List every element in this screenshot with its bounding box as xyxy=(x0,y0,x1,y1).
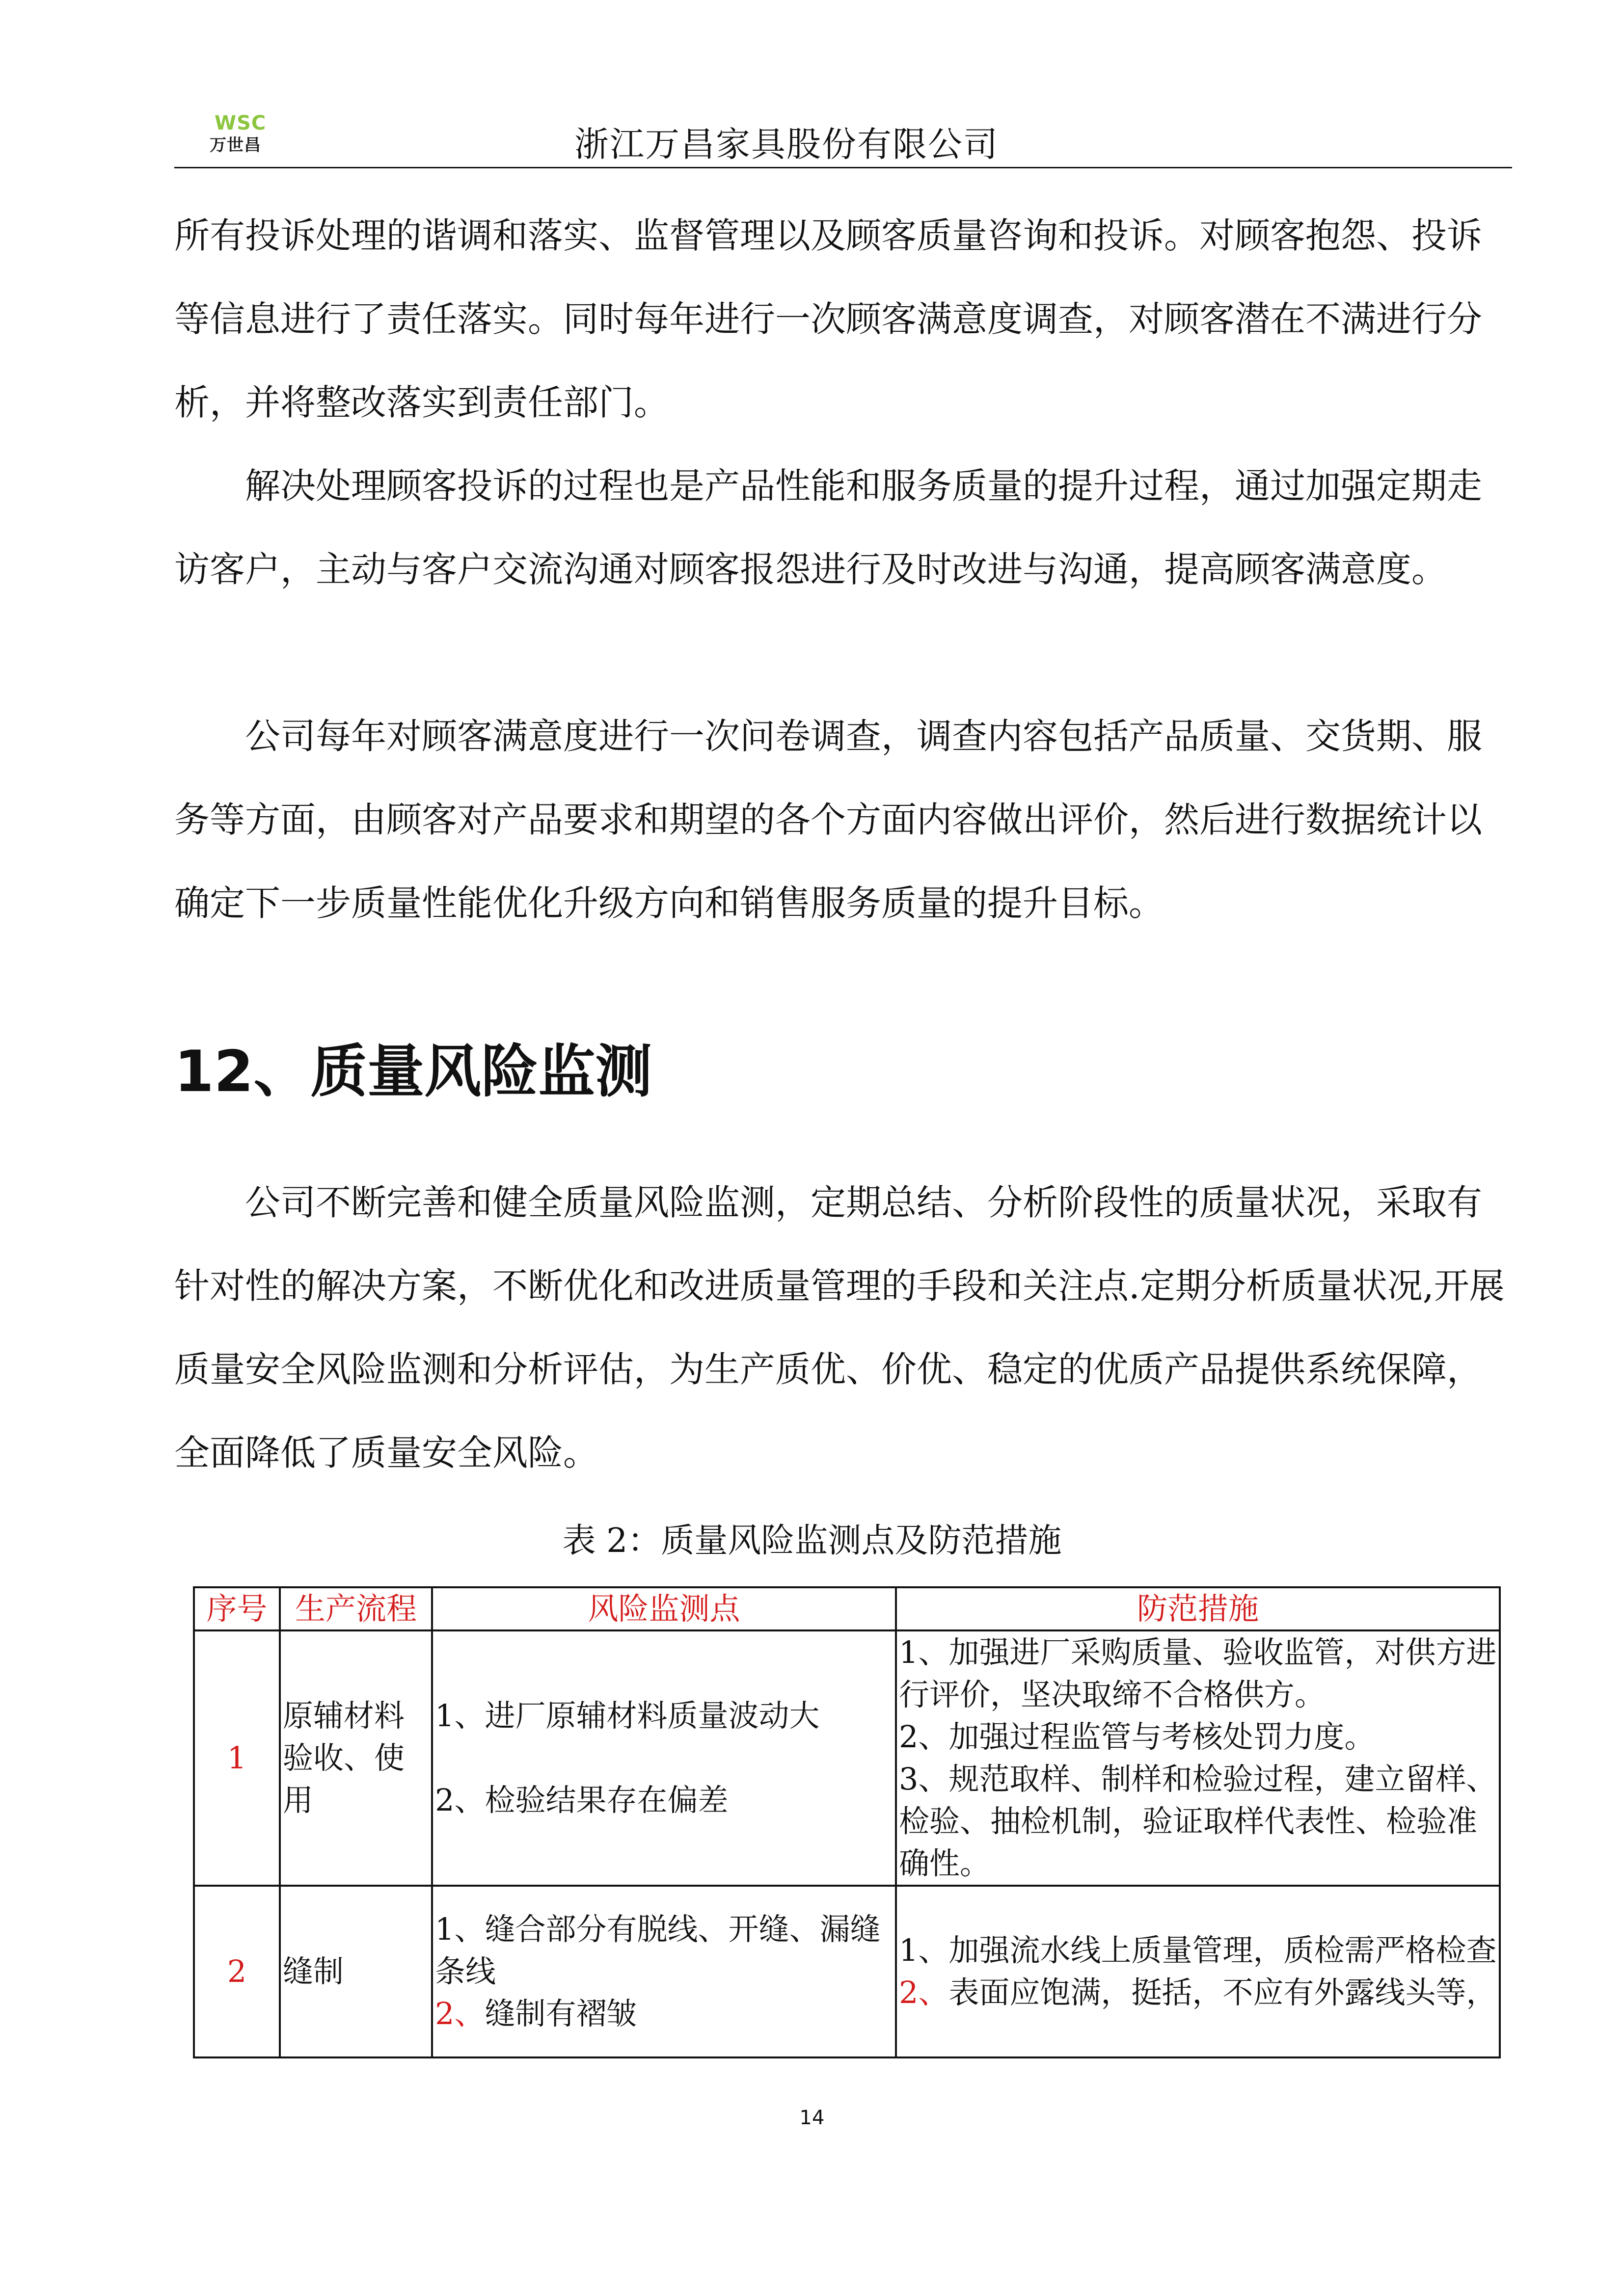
measure-item: 1、加强进厂采购质量、验收监管，对供方进行评价，坚决取缔不合格供方。 xyxy=(899,1634,1497,1712)
row-risks xyxy=(432,1886,896,2057)
row-measures xyxy=(896,1630,1500,1886)
table-row xyxy=(194,1886,1500,2057)
header-no: 序号 xyxy=(194,1587,280,1630)
section-paragraph: 公司不断完善和健全质量风险监测，定期总结、分析阶段性的质量状况，采取有针对性的解决方案，不断优化和改进质量管理的手段和关注点.定期分析质量状况,开展质量安全风险监测和分析评估，为生产质优、价优、稳定的优质产品提供系统保障，全面降低了质量安全风险。 xyxy=(174,1182,1505,1473)
risk-table xyxy=(193,1586,1501,2058)
section-heading: 12、质量风险监测 xyxy=(174,1039,652,1105)
measure-item xyxy=(899,1972,1497,2014)
header-process: 生产流程 xyxy=(280,1587,432,1630)
row-no: 1 xyxy=(194,1630,280,1886)
row-process: 原辅材料验收、使用 xyxy=(280,1630,432,1886)
logo-text: WSC xyxy=(215,112,267,134)
row-process: 缝制 xyxy=(280,1886,432,2057)
measure-item: 3、规范取样、制样和检验过程，建立留样、检验、抽检机制，验证取样代表性、检验准确性。 xyxy=(899,1761,1497,1881)
header-divider xyxy=(174,167,1512,168)
measure-item: 2、加强过程监管与考核处罚力度。 xyxy=(899,1719,1375,1755)
measure-text: 表面应饱满，挺括，不应有外露线头等， xyxy=(948,1975,1497,2010)
header-measures: 防范措施 xyxy=(896,1587,1500,1630)
measure-item: 1、加强流水线上质量管理，质检需严格检查 xyxy=(899,1932,1497,1968)
row-measures xyxy=(896,1886,1500,2057)
paragraph-2: 解决处理顾客投诉的过程也是产品性能和服务质量的提升过程，通过加强定期走访客户，主动与客户交流沟通对顾客报怨进行及时改进与沟通，提高顾客满意度。 xyxy=(174,465,1483,590)
page-number: 14 xyxy=(799,2107,825,2129)
table-caption: 表 2：质量风险监测点及防范措施 xyxy=(562,1522,1062,1560)
measure-number: 2、 xyxy=(899,1975,949,2010)
table-header-row xyxy=(194,1587,1500,1630)
company-name: 浙江万昌家具股份有限公司 xyxy=(574,124,999,164)
risk-item: 2、检验结果存在偏差 xyxy=(435,1782,729,1818)
paragraph-1: 所有投诉处理的谐调和落实、监督管理以及顾客质量咨询和投诉。对顾客抱怨、投诉等信息进行了责任落实。同时每年进行一次顾客满意度调查，对顾客潜在不满进行分析，并将整改落实到责任部门。 xyxy=(174,215,1483,423)
row-risks xyxy=(432,1630,896,1886)
row-no: 2 xyxy=(194,1886,280,2057)
risk-item xyxy=(435,1993,893,2035)
company-logo xyxy=(209,112,292,155)
risk-item: 1、进厂原辅材料质量波动大 xyxy=(435,1698,820,1734)
risk-number: 2、 xyxy=(435,1996,485,2031)
header-risk: 风险监测点 xyxy=(432,1587,896,1630)
table-row xyxy=(194,1630,1500,1886)
risk-text: 缝制有褶皱 xyxy=(485,1996,637,2031)
logo-chinese: 万世昌 xyxy=(210,135,261,155)
risk-item: 1、缝合部分有脱线、开缝、漏缝条线 xyxy=(435,1911,881,1989)
paragraph-3: 公司每年对顾客满意度进行一次问卷调查，调查内容包括产品质量、交货期、服务等方面，由顾客对产品要求和期望的各个方面内容做出评价，然后进行数据统计以确定下一步质量性能优化升级方向和销售服务质量的提升目标。 xyxy=(174,716,1483,924)
